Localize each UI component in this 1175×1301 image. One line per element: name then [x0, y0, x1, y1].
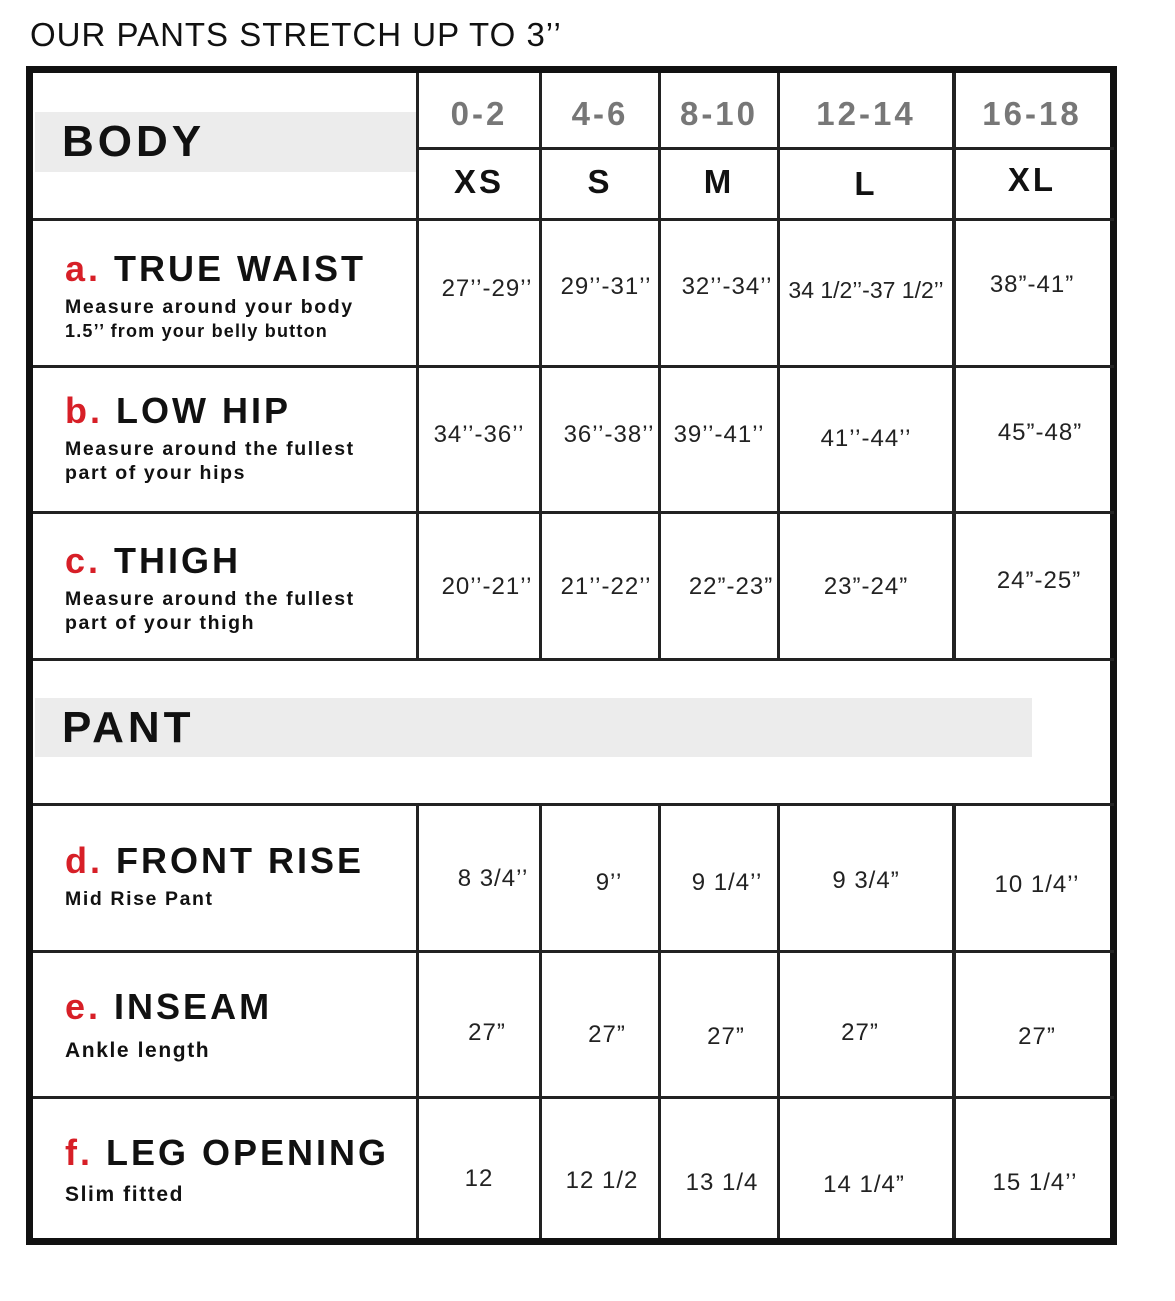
description-line-1: Measure around your body [65, 296, 354, 318]
leg-opening-xl: 15 1/4’’ [992, 1169, 1078, 1196]
pant-section-title: PANT [62, 703, 195, 752]
thigh-xs: 20’’-21’’ [441, 573, 533, 600]
measure-description [65, 1183, 389, 1207]
thigh-xl: 24”-25” [996, 567, 1082, 594]
grid-line [419, 147, 1114, 150]
description-line-2: part of your thigh [65, 612, 256, 634]
true-waist-xl: 38”-41” [989, 271, 1075, 298]
measure-letter: d. [65, 840, 103, 881]
measure-title [65, 249, 366, 289]
grid-line [416, 803, 419, 1238]
inseam-l: 27” [841, 1019, 879, 1046]
description-line-1: Slim fitted [65, 1183, 185, 1206]
thigh-m: 22”-23” [688, 573, 774, 600]
leg-opening-s: 12 1/2 [565, 1167, 639, 1194]
inseam-xl: 27” [1018, 1023, 1056, 1050]
front-rise-xl: 10 1/4’’ [994, 871, 1080, 898]
row-front-rise-label [65, 841, 364, 911]
front-rise-m: 9 1/4’’ [691, 869, 763, 896]
low-hip-xs: 34’’-36’’ [433, 421, 525, 448]
grid-line [658, 73, 661, 660]
inseam-s: 27” [588, 1021, 626, 1048]
size-name-xl: XL [1007, 161, 1057, 198]
measure-description [65, 437, 355, 485]
measure-name: LOW HIP [116, 390, 291, 431]
measure-name: INSEAM [114, 986, 273, 1027]
size-range-xl: 16-18 [982, 95, 1082, 132]
measure-letter: a. [65, 248, 102, 289]
inseam-m: 27” [707, 1023, 745, 1050]
leg-opening-l: 14 1/4” [823, 1171, 905, 1198]
front-rise-l: 9 3/4” [832, 867, 900, 894]
measure-title [65, 1133, 389, 1173]
inseam-xs: 27” [468, 1019, 506, 1046]
measure-letter: e. [65, 986, 102, 1027]
measure-title [65, 391, 355, 431]
measure-description [65, 587, 355, 635]
low-hip-m: 39’’-41’’ [673, 421, 765, 448]
description-line-1: Measure around the fullest [65, 438, 355, 460]
leg-opening-m: 13 1/4 [685, 1169, 759, 1196]
thigh-s: 21’’-22’’ [560, 573, 652, 600]
row-true-waist-label [65, 249, 366, 343]
front-rise-s: 9’’ [595, 869, 623, 896]
page-heading: OUR PANTS STRETCH UP TO 3’’ [30, 16, 562, 53]
grid-line [952, 803, 956, 1238]
true-waist-xs: 27’’-29’’ [441, 275, 533, 302]
leg-opening-xs: 12 [464, 1165, 494, 1192]
size-name-l: L [854, 165, 878, 202]
measure-name: LEG OPENING [106, 1132, 390, 1173]
measure-title [65, 987, 272, 1027]
description-line-1: Mid Rise Pant [65, 888, 214, 910]
measure-name: FRONT RISE [116, 840, 365, 881]
grid-line [777, 803, 780, 1238]
grid-line [777, 73, 780, 660]
measure-title [65, 841, 364, 881]
grid-line [952, 73, 956, 660]
row-low-hip-label [65, 391, 355, 485]
size-range-m: 8-10 [679, 95, 759, 132]
grid-line [539, 803, 542, 1238]
row-leg-opening-label [65, 1133, 389, 1207]
size-range-xs: 0-2 [450, 95, 508, 132]
measure-letter: c. [65, 540, 102, 581]
size-range-s: 4-6 [571, 95, 629, 132]
measure-name: TRUE WAIST [114, 248, 367, 289]
description-line-1: Ankle length [65, 1039, 211, 1062]
low-hip-xl: 45”-48” [997, 419, 1083, 446]
true-waist-s: 29’’-31’’ [560, 273, 652, 300]
size-chart [26, 66, 1117, 1245]
measure-letter: b. [65, 390, 103, 431]
description-line-2: part of your hips [65, 462, 247, 484]
measure-description [65, 1039, 272, 1063]
measure-description [65, 887, 364, 911]
grid-line [416, 73, 419, 660]
grid-line [658, 803, 661, 1238]
measure-letter: f. [65, 1132, 93, 1173]
description-line-2: 1.5’’ from your belly button [65, 321, 328, 341]
size-name-m: M [703, 163, 735, 200]
front-rise-xs: 8 3/4’’ [457, 865, 529, 892]
row-inseam-label [65, 987, 272, 1063]
measure-name: THIGH [114, 540, 242, 581]
measure-description [65, 295, 366, 343]
low-hip-s: 36’’-38’’ [563, 421, 655, 448]
grid-line [539, 73, 542, 660]
size-range-l: 12-14 [816, 95, 916, 132]
description-line-1: Measure around the fullest [65, 588, 355, 610]
body-section-title: BODY [62, 117, 206, 166]
size-name-s: S [587, 163, 613, 200]
true-waist-l: 34 1/2’’-37 1/2’’ [788, 277, 944, 303]
thigh-l: 23”-24” [823, 573, 909, 600]
row-thigh-label [65, 541, 355, 635]
size-name-xs: XS [453, 163, 505, 200]
low-hip-l: 41’’-44’’ [820, 425, 912, 452]
true-waist-m: 32’’-34’’ [681, 273, 773, 300]
measure-title [65, 541, 355, 581]
